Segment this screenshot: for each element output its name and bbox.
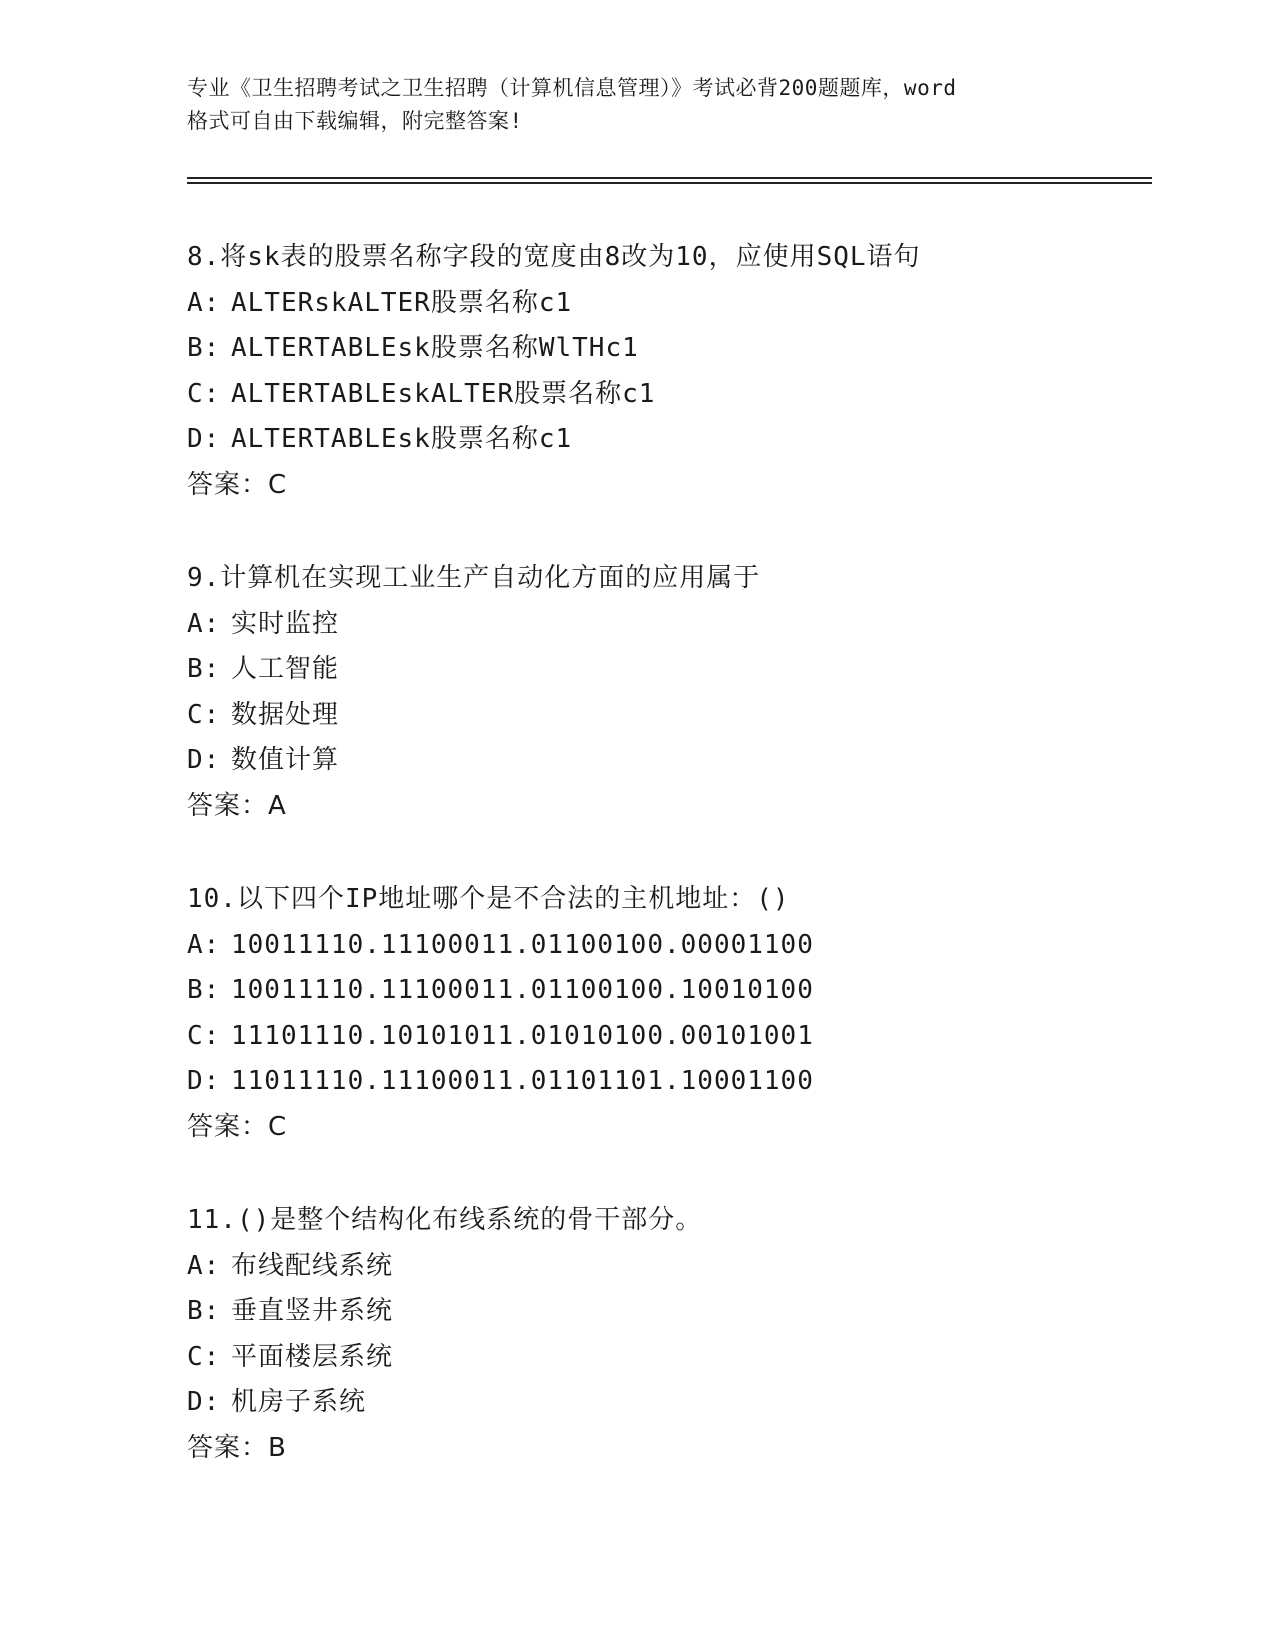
option-key: D: <box>187 1066 221 1096</box>
question-stem: 10.以下四个IP地址哪个是不合法的主机地址：() <box>187 884 790 914</box>
question-9 <box>187 556 1147 829</box>
option-key: B: <box>187 1296 221 1326</box>
question-stem: 11.()是整个结构化布线系统的骨干部分。 <box>187 1205 703 1235</box>
option-key: D: <box>187 1387 221 1417</box>
option-key: A: <box>187 287 221 318</box>
header-line-2: 格式可自由下载编辑，附完整答案! <box>187 109 523 133</box>
option-key: C: <box>187 699 221 730</box>
option-text: 10011110.11100011.01100100.10010100 <box>231 975 814 1005</box>
option-text: 实时监控 <box>231 608 340 639</box>
answer: 答案：B <box>187 1432 287 1463</box>
question-10 <box>187 877 1147 1150</box>
option-b <box>187 326 1147 372</box>
option-b <box>187 968 1147 1014</box>
header-divider-top <box>187 177 1152 179</box>
option-key: B: <box>187 975 221 1005</box>
option-key: C: <box>187 378 221 409</box>
option-text: 11101110.10101011.01010100.00101001 <box>231 1020 814 1051</box>
option-key: B: <box>187 654 221 684</box>
question-11 <box>187 1198 1147 1471</box>
option-a <box>187 281 1147 327</box>
option-key: A: <box>187 1250 221 1281</box>
option-text: ALTERskALTER股票名称c1 <box>231 287 573 318</box>
option-text: 数值计算 <box>231 745 340 775</box>
option-key: C: <box>187 1341 221 1372</box>
option-a <box>187 602 1147 648</box>
option-c <box>187 693 1147 739</box>
option-text: ALTERTABLEsk股票名称c1 <box>231 424 573 454</box>
question-stem: 9.计算机在实现工业生产自动化方面的应用属于 <box>187 563 761 593</box>
option-text: 机房子系统 <box>231 1387 367 1417</box>
option-text: 人工智能 <box>231 654 340 684</box>
option-a <box>187 1244 1147 1290</box>
option-key: C: <box>187 1020 221 1051</box>
option-d <box>187 417 1147 463</box>
option-key: A: <box>187 608 221 639</box>
option-key: A: <box>187 929 221 960</box>
question-stem: 8.将sk表的股票名称字段的宽度由8改为10，应使用SQL语句 <box>187 242 921 272</box>
option-key: D: <box>187 745 221 775</box>
option-text: 平面楼层系统 <box>231 1341 394 1372</box>
option-c <box>187 1014 1147 1060</box>
option-b <box>187 1289 1147 1335</box>
option-text: 11011110.11100011.01101101.10001100 <box>231 1066 814 1096</box>
option-key: D: <box>187 424 221 454</box>
option-b <box>187 647 1147 693</box>
document-header <box>187 72 1087 138</box>
option-text: 数据处理 <box>231 699 340 730</box>
answer: 答案：A <box>187 790 287 821</box>
option-a <box>187 923 1147 969</box>
header-line-1: 专业《卫生招聘考试之卫生招聘（计算机信息管理）》考试必背200题题库，word <box>187 76 957 100</box>
question-list <box>187 235 1147 1519</box>
option-d <box>187 1059 1147 1105</box>
option-c <box>187 1335 1147 1381</box>
question-8 <box>187 235 1147 508</box>
option-key: B: <box>187 333 221 363</box>
header-divider-bottom <box>187 182 1152 184</box>
answer: 答案：C <box>187 469 288 500</box>
option-d <box>187 738 1147 784</box>
option-text: 10011110.11100011.01100100.00001100 <box>231 929 814 960</box>
option-text: 垂直竖井系统 <box>231 1296 394 1326</box>
option-text: 布线配线系统 <box>231 1250 394 1281</box>
option-text: ALTERTABLEskALTER股票名称c1 <box>231 378 656 409</box>
answer: 答案：C <box>187 1111 288 1142</box>
option-c <box>187 372 1147 418</box>
option-text: ALTERTABLEsk股票名称WlTHc1 <box>231 333 639 363</box>
option-d <box>187 1380 1147 1426</box>
